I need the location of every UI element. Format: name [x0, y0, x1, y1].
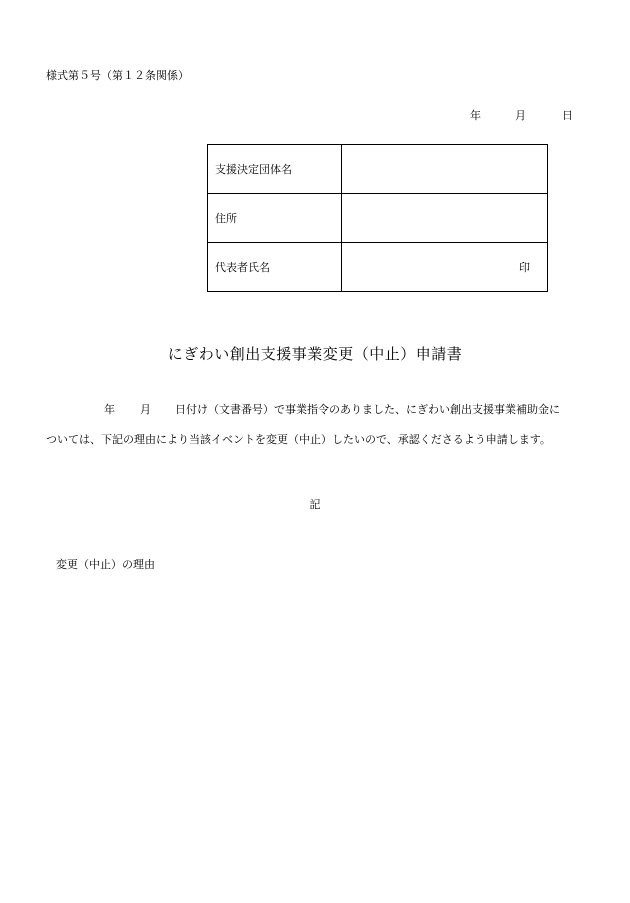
- date-month: 月: [515, 109, 526, 122]
- date-day: 日: [562, 109, 573, 122]
- organization-name-label: 支援決定団体名: [208, 145, 342, 194]
- body-year: 年: [104, 403, 115, 416]
- organization-name-field[interactable]: [342, 145, 548, 194]
- representative-name-field[interactable]: [342, 243, 548, 292]
- table-row: [208, 194, 548, 243]
- body-line-1: [104, 401, 560, 417]
- address-field[interactable]: [342, 194, 548, 243]
- table-row: [208, 145, 548, 194]
- address-label: 住所: [208, 194, 342, 243]
- change-reason-label: 変更（中止）の理由: [56, 558, 155, 571]
- seal-mark: 印: [519, 261, 530, 274]
- body-line-1-text: 日付け（文書番号）で事業指令のありました、にぎわい創出支援事業補助金に: [175, 403, 560, 416]
- representative-name-label: 代表者氏名: [208, 243, 342, 292]
- document-title: にぎわい創出支援事業変更（中止）申請書: [167, 345, 463, 363]
- applicant-table: [207, 144, 548, 292]
- form-number: 様式第５号（第１２条関係）: [46, 69, 189, 82]
- date-year: 年: [470, 109, 481, 122]
- date-line: [470, 107, 573, 123]
- ki-heading: 記: [309, 498, 321, 511]
- body-month: 月: [140, 403, 151, 416]
- body-line-2: ついては、下記の理由により当該イベントを変更（中止）したいので、承認くださるよう申請します。: [46, 433, 551, 446]
- table-row: [208, 243, 548, 292]
